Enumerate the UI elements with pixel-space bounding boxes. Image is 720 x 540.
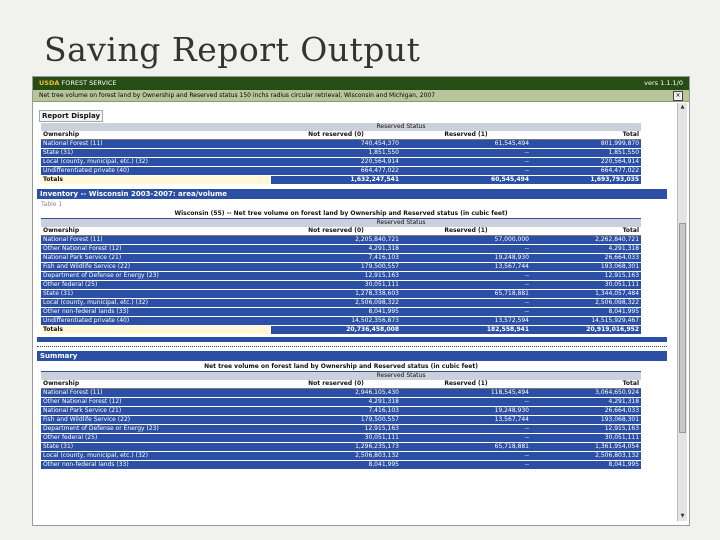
- ownership-cell: Other non-federal lands (33): [41, 461, 271, 470]
- scroll-up-icon[interactable]: ▲: [680, 104, 685, 110]
- value-cell: 8,041,995: [271, 461, 401, 470]
- close-icon[interactable]: ×: [673, 91, 683, 101]
- ownership-cell: National Park Service (21): [41, 254, 271, 263]
- value-cell: 19,248,930: [401, 407, 531, 416]
- brand-name: FOREST SERVICE: [61, 79, 117, 87]
- ownership-cell: Other non-federal lands (33): [41, 308, 271, 317]
- value-cell: --: [401, 434, 531, 443]
- col-not-reserved: Not reserved (0): [271, 131, 401, 140]
- value-cell: 13,572,594: [401, 317, 531, 326]
- table-row: [41, 149, 641, 158]
- total-value-cell: 182,558,941: [401, 326, 531, 335]
- ownership-cell: Local (county, municipal, etc.) (32): [41, 158, 271, 167]
- value-cell: 1,278,338,603: [271, 290, 401, 299]
- dotted-divider: [37, 344, 667, 347]
- table-row: [41, 140, 641, 149]
- value-cell: 1,344,057,484: [531, 290, 641, 299]
- col-total: Total: [531, 131, 641, 140]
- value-cell: 4,291,318: [271, 398, 401, 407]
- totals-row: [41, 326, 641, 335]
- value-cell: --: [401, 452, 531, 461]
- table-row: [41, 452, 641, 461]
- table-row: [41, 299, 641, 308]
- value-cell: 220,564,914: [271, 158, 401, 167]
- section-inventory-label: Inventory -- Wisconsin 2003-2007: area/volume: [37, 189, 667, 199]
- scroll-thumb[interactable]: [679, 223, 686, 433]
- table-row: [41, 398, 641, 407]
- ownership-cell: Fish and Wildlife Service (22): [41, 416, 271, 425]
- ownership-cell: Other federal (25): [41, 281, 271, 290]
- value-cell: 14,515,929,467: [531, 317, 641, 326]
- scroll-down-icon[interactable]: ▼: [680, 513, 685, 519]
- value-cell: 7,416,103: [271, 254, 401, 263]
- table-row: [41, 407, 641, 416]
- value-cell: 26,664,033: [531, 407, 641, 416]
- table-row: [41, 425, 641, 434]
- col-reserved: Reserved (1): [401, 380, 531, 389]
- value-cell: --: [401, 308, 531, 317]
- slide-title: Saving Report Output: [44, 30, 421, 69]
- total-value-cell: 20,736,458,008: [271, 326, 401, 335]
- value-cell: 1,851,550: [271, 149, 401, 158]
- value-cell: 30,051,111: [531, 434, 641, 443]
- report-content: [37, 103, 673, 521]
- ownership-cell: National Park Service (21): [41, 407, 271, 416]
- ownership-cell: National Forest (11): [41, 140, 271, 149]
- table-3-title: Net tree volume on forest land by Ownership and Reserved status (in cubic feet): [41, 363, 641, 372]
- value-cell: 2,946,105,430: [271, 389, 401, 398]
- ownership-cell: Other National Forest (12): [41, 245, 271, 254]
- report-window-titlebar: [33, 90, 689, 102]
- value-cell: 2,506,803,132: [531, 452, 641, 461]
- value-cell: --: [401, 461, 531, 470]
- table-row: [41, 281, 641, 290]
- value-cell: 179,500,557: [271, 263, 401, 272]
- ownership-cell: Fish and Wildlife Service (22): [41, 263, 271, 272]
- ownership-cell: State (31): [41, 149, 271, 158]
- version-label: vers 1.1.1/0: [644, 79, 683, 87]
- value-cell: 220,564,914: [531, 158, 641, 167]
- table-1: [41, 123, 641, 185]
- value-cell: 1,361,954,054: [531, 443, 641, 452]
- table-row: [41, 158, 641, 167]
- value-cell: --: [401, 425, 531, 434]
- section-summary-label: Summary: [37, 351, 667, 361]
- value-cell: 4,291,318: [531, 398, 641, 407]
- ownership-cell: National Forest (11): [41, 389, 271, 398]
- value-cell: --: [401, 245, 531, 254]
- value-cell: 12,915,163: [531, 425, 641, 434]
- report-screenshot: [32, 76, 690, 526]
- ownership-cell: State (31): [41, 290, 271, 299]
- value-cell: 1,296,235,173: [271, 443, 401, 452]
- value-cell: 118,545,494: [401, 389, 531, 398]
- table-row: [41, 272, 641, 281]
- value-cell: 664,477,022: [531, 167, 641, 176]
- value-cell: 2,506,098,322: [271, 299, 401, 308]
- table-row: [41, 263, 641, 272]
- report-window-title: Net tree volume on forest land by Ownership and Reserved status 150 inchs radius circular retrieval, Wisconsin and Michigan, 2007: [39, 92, 436, 99]
- ownership-cell: Local (county, municipal, etc.) (32): [41, 299, 271, 308]
- ownership-cell: State (31): [41, 443, 271, 452]
- value-cell: --: [401, 299, 531, 308]
- value-cell: 19,248,930: [401, 254, 531, 263]
- value-cell: 3,064,650,924: [531, 389, 641, 398]
- value-cell: 193,068,301: [531, 416, 641, 425]
- table-row: [41, 254, 641, 263]
- total-value-cell: 1,632,247,541: [271, 176, 401, 185]
- table-row: [41, 434, 641, 443]
- app-header: [33, 77, 689, 90]
- col-ownership: Ownership: [41, 227, 271, 236]
- table-row: [41, 308, 641, 317]
- table-row: [41, 167, 641, 176]
- value-cell: 7,416,103: [271, 407, 401, 416]
- table-row: [41, 461, 641, 470]
- value-cell: 61,545,494: [401, 140, 531, 149]
- value-cell: 65,718,881: [401, 443, 531, 452]
- value-cell: 8,041,995: [531, 308, 641, 317]
- value-cell: 2,506,098,322: [531, 299, 641, 308]
- col-not-reserved: Not reserved (0): [271, 227, 401, 236]
- value-cell: 26,664,033: [531, 254, 641, 263]
- value-cell: 12,915,163: [531, 272, 641, 281]
- value-cell: 2,506,803,132: [271, 452, 401, 461]
- value-cell: 664,477,022: [271, 167, 401, 176]
- table-row: [41, 443, 641, 452]
- table-row: [41, 389, 641, 398]
- value-cell: 30,051,111: [271, 281, 401, 290]
- value-cell: 30,051,111: [531, 281, 641, 290]
- ownership-cell: Undifferentiated private (40): [41, 167, 271, 176]
- col-not-reserved: Not reserved (0): [271, 380, 401, 389]
- total-value-cell: 20,919,016,952: [531, 326, 641, 335]
- value-cell: 2,262,840,721: [531, 236, 641, 245]
- ownership-cell: Undifferentiated private (40): [41, 317, 271, 326]
- table-row: [41, 290, 641, 299]
- reserved-status-caption: Reserved Status: [271, 219, 531, 228]
- ownership-cell: Other federal (25): [41, 434, 271, 443]
- value-cell: 30,051,111: [271, 434, 401, 443]
- value-cell: 740,454,370: [271, 140, 401, 149]
- vertical-scrollbar[interactable]: [677, 103, 687, 521]
- table-row: [41, 317, 641, 326]
- usda-logo-text: USDA: [39, 79, 60, 87]
- col-total: Total: [531, 227, 641, 236]
- value-cell: 8,041,995: [271, 308, 401, 317]
- total-value-cell: 1,693,793,035: [531, 176, 641, 185]
- value-cell: 2,205,840,721: [271, 236, 401, 245]
- app-brand: [39, 77, 117, 90]
- ownership-cell: Local (county, municipal, etc.) (32): [41, 452, 271, 461]
- value-cell: 801,999,870: [531, 140, 641, 149]
- table-row: [41, 245, 641, 254]
- reserved-status-caption: Reserved Status: [271, 372, 531, 381]
- totals-label: Totals: [41, 176, 271, 185]
- col-ownership: Ownership: [41, 380, 271, 389]
- report-display-label: Report Display: [39, 110, 103, 122]
- value-cell: --: [401, 158, 531, 167]
- value-cell: 1,851,550: [531, 149, 641, 158]
- col-reserved: Reserved (1): [401, 227, 531, 236]
- totals-row: [41, 176, 641, 185]
- total-value-cell: 60,545,494: [401, 176, 531, 185]
- col-ownership: Ownership: [41, 131, 271, 140]
- value-cell: --: [401, 149, 531, 158]
- value-cell: 179,500,557: [271, 416, 401, 425]
- value-cell: 4,291,318: [531, 245, 641, 254]
- value-cell: 12,915,163: [271, 425, 401, 434]
- table-row: [41, 236, 641, 245]
- ownership-cell: National Forest (11): [41, 236, 271, 245]
- table-3: [41, 363, 641, 470]
- value-cell: 193,068,301: [531, 263, 641, 272]
- ownership-cell: Department of Defense or Energy (23): [41, 272, 271, 281]
- table-2-title: Wisconsin (55) -- Net tree volume on forest land by Ownership and Reserved status (in cubic feet): [41, 210, 641, 219]
- table-2: [41, 210, 641, 335]
- value-cell: 57,000,000: [401, 236, 531, 245]
- table-row: [41, 416, 641, 425]
- value-cell: --: [401, 167, 531, 176]
- value-cell: 13,567,744: [401, 263, 531, 272]
- totals-label: Totals: [41, 326, 271, 335]
- value-cell: --: [401, 398, 531, 407]
- ownership-cell: Department of Defense or Energy (23): [41, 425, 271, 434]
- col-total: Total: [531, 380, 641, 389]
- value-cell: --: [401, 281, 531, 290]
- value-cell: --: [401, 272, 531, 281]
- value-cell: 12,915,163: [271, 272, 401, 281]
- ownership-cell: Other National Forest (12): [41, 398, 271, 407]
- reserved-status-caption: Reserved Status: [271, 123, 531, 131]
- value-cell: 14,502,356,873: [271, 317, 401, 326]
- divider-bar: [37, 337, 667, 342]
- value-cell: 4,291,318: [271, 245, 401, 254]
- value-cell: 13,567,744: [401, 416, 531, 425]
- value-cell: 8,041,995: [531, 461, 641, 470]
- table-number: Table 1: [41, 201, 63, 208]
- value-cell: 65,718,881: [401, 290, 531, 299]
- col-reserved: Reserved (1): [401, 131, 531, 140]
